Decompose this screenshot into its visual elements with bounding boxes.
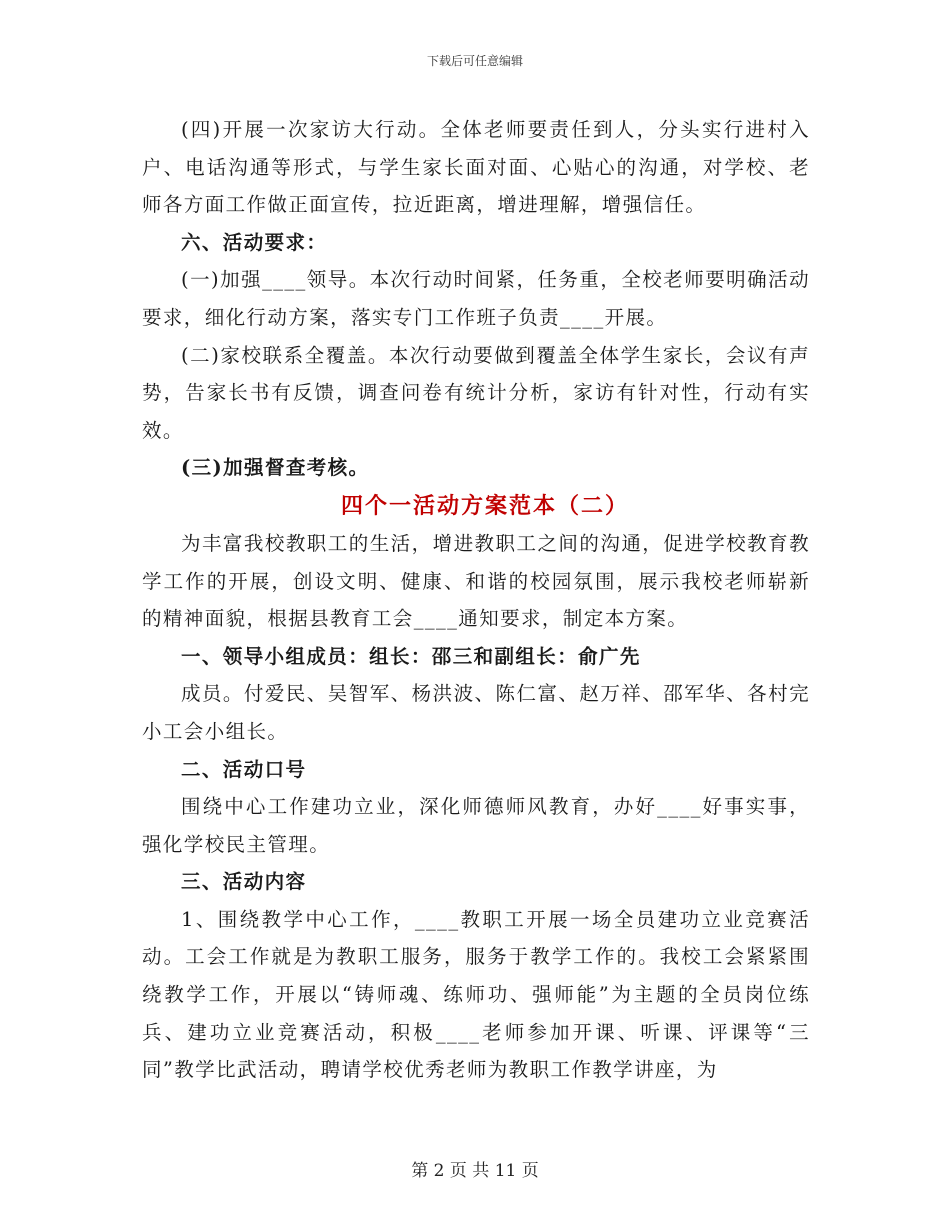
- paragraph: 成员。付爱民、吴智军、杨洪波、陈仁富、赵万祥、邵军华、各村完小工会小组长。: [142, 682, 810, 743]
- part2: [142, 525, 810, 1089]
- section-heading: 一、领导小组成员：组长：邵三和副组长：俞广先: [181, 644, 641, 668]
- paragraph: 1、围绕教学中心工作，____教职工开展一场全员建功立业竞赛活动。工会工作就是为教职工服务，服务于教学工作的。我校工会紧紧围绕教学工作，开展以“铸师魂、练师功、强师能”为主题的全员岗位练兵、建功立业竞赛活动，积极____老师参加开课、听课、评课等“三同”教学比武活动，聘请学校优秀老师为教职工作教学讲座，为: [142, 907, 810, 1082]
- paragraph: (四)开展一次家访大行动。全体老师要责任到人，分头实行进村入户、电话沟通等形式，与学生家长面对面、心贴心的沟通，对学校、老师各方面工作做正面宣传，拉近距离，增进理解，增强信任。: [142, 118, 810, 217]
- section-heading: 三、活动内容: [181, 870, 307, 894]
- section-heading: 二、活动口号: [181, 757, 307, 781]
- paragraph: 围绕中心工作建功立业，深化师德师风教育，办好____好事实事，强化学校民主管理。: [142, 795, 810, 856]
- document-body: [142, 111, 810, 1089]
- page-number-footer: 第 2 页 共 11 页: [411, 1161, 539, 1181]
- page-header: 下载后可任意编辑: [426, 54, 523, 68]
- section-heading: 六、活动要求：: [181, 230, 328, 254]
- section-heading: (三)加强督查考核。: [181, 456, 370, 480]
- paragraph: (一)加强____领导。本次行动时间紧，任务重，全校老师要明确活动要求，细化行动方案，落实专门工作班子负责____开展。: [142, 268, 810, 329]
- part1: [142, 111, 810, 487]
- paragraph: (二)家校联系全覆盖。本次行动要做到覆盖全体学生家长，会议有声势，告家长书有反馈，调查问卷有统计分析，家访有针对性，行动有实效。: [142, 343, 810, 442]
- document-title: 四个一活动方案范本（二）: [340, 492, 629, 519]
- paragraph: 为丰富我校教职工的生活，增进教职工之间的沟通，促进学校教育教学工作的开展，创设文明、健康、和谐的校园氛围，展示我校老师崭新的精神面貌，根据县教育工会____通知要求，制定本方案。: [142, 531, 810, 631]
